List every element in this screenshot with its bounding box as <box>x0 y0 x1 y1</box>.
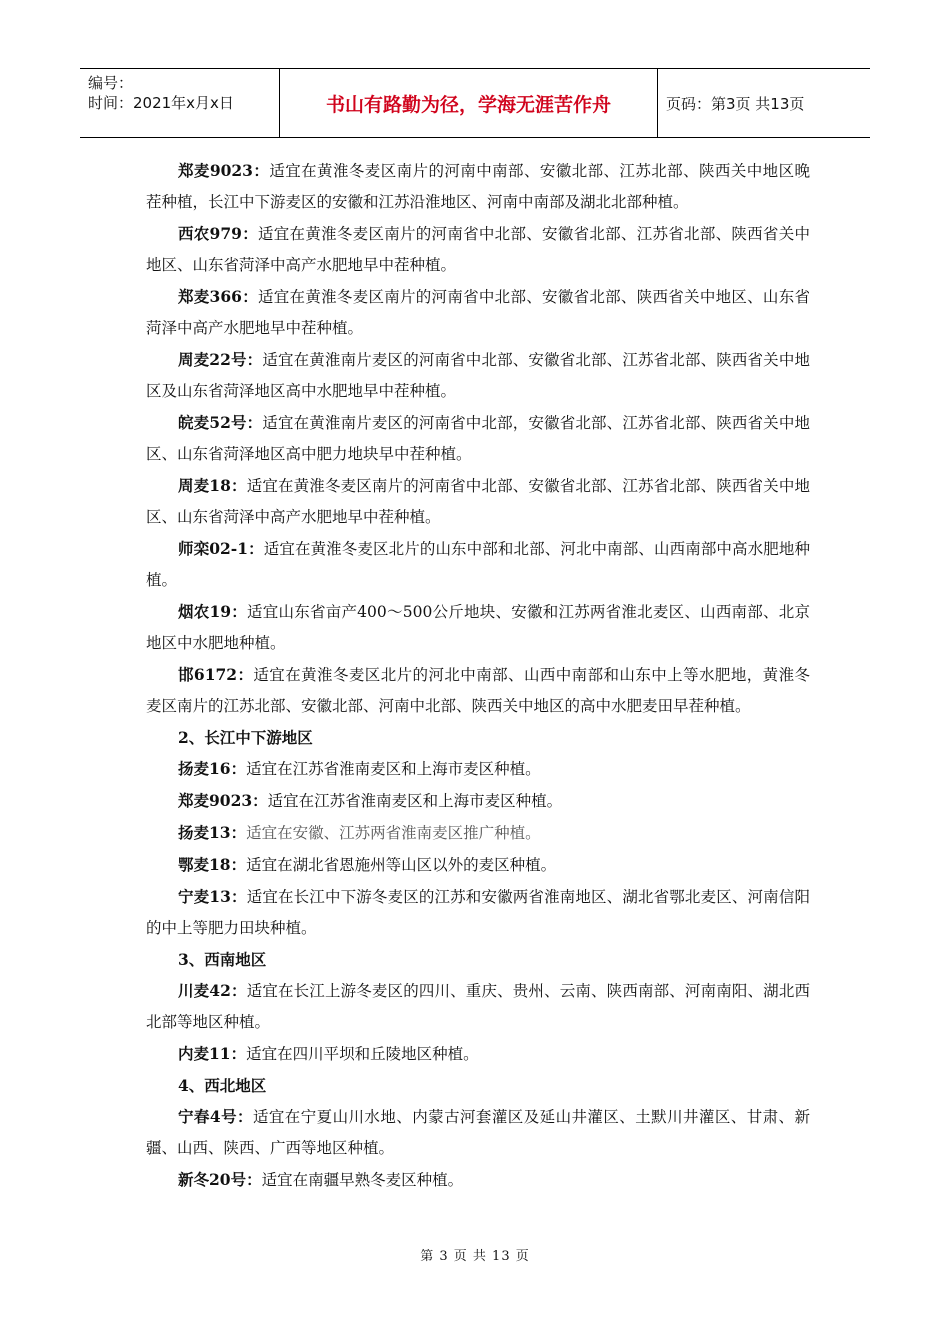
variety-description: 适宜在黄淮南片麦区的河南省中北部，安徽省北部、江苏省北部、陕西省关中地区、山东省菏泽地区高中肥力地块早中茬种植。 <box>146 414 810 463</box>
variety-name: 周麦22号： <box>178 350 263 369</box>
variety-description: 适宜在湖北省恩施州等山区以外的麦区种植。 <box>246 856 557 874</box>
variety-description: 适宜在南疆早熟冬麦区种植。 <box>261 1171 464 1189</box>
variety-entry <box>146 881 810 944</box>
section-heading: 4、西北地区 <box>178 1076 267 1095</box>
variety-description: 适宜在黄淮冬麦区南片的河南省中北部、安徽省北部、江苏省北部、陕西省关中地区、山东省菏泽中高产水肥地早中茬种植。 <box>146 225 810 274</box>
variety-entry <box>146 1164 810 1196</box>
page-header <box>80 68 870 138</box>
variety-entry <box>146 596 810 659</box>
section-heading: 3、西南地区 <box>178 950 267 969</box>
variety-name: 扬麦13： <box>178 823 247 842</box>
variety-description: 适宜在黄淮冬麦区南片的河南省中北部、安徽省北部、江苏省北部、陕西省关中地区、山东省菏泽中高产水肥地早中茬种植。 <box>146 477 810 526</box>
variety-name: 师栾02-1： <box>178 539 264 558</box>
variety-entry <box>146 155 810 218</box>
variety-name: 川麦42： <box>178 981 247 1000</box>
variety-entry <box>146 785 810 817</box>
variety-description: 适宜在黄淮冬麦区南片的河南省中北部、安徽省北部、陕西省关中地区、山东省菏泽中高产水肥地早中茬种植。 <box>146 288 810 337</box>
variety-name: 宁麦13： <box>178 887 247 906</box>
variety-name: 鄂麦18： <box>178 855 247 874</box>
variety-name: 郑麦9023： <box>178 791 268 810</box>
variety-name: 新冬20号： <box>178 1170 262 1189</box>
variety-description: 适宜在黄淮南片麦区的河南省中北部、安徽省北部、江苏省北部、陕西省关中地区及山东省菏泽地区高中水肥地早中茬种植。 <box>146 351 810 400</box>
variety-description: 适宜在四川平坝和丘陵地区种植。 <box>246 1045 479 1063</box>
variety-entry <box>146 218 810 281</box>
document-body <box>146 155 810 1196</box>
variety-name: 内麦11： <box>178 1044 247 1063</box>
variety-name: 郑麦366： <box>178 287 258 306</box>
variety-description: 适宜在黄淮冬麦区北片的山东中部和北部、河北中南部、山西南部中高水肥地种植。 <box>146 540 810 589</box>
variety-entry <box>146 659 810 722</box>
variety-description: 适宜在安徽、江苏两省淮南麦区推广种植。 <box>246 824 541 842</box>
variety-entry <box>146 1038 810 1070</box>
variety-entry <box>146 753 810 785</box>
page-footer: 第 3 页 共 13 页 <box>420 1249 530 1264</box>
variety-name: 烟农19： <box>178 602 248 621</box>
variety-entry <box>146 533 810 596</box>
section-heading: 2、长江中下游地区 <box>178 728 313 747</box>
variety-entry <box>146 281 810 344</box>
variety-name: 扬麦16： <box>178 759 247 778</box>
variety-entry <box>146 817 810 849</box>
variety-entry <box>146 470 810 533</box>
variety-description: 适宜在长江中下游冬麦区的江苏和安徽两省淮南地区、湖北省鄂北麦区、河南信阳的中上等肥力田块种植。 <box>146 888 810 937</box>
variety-description: 适宜在江苏省淮南麦区和上海市麦区种植。 <box>246 760 541 778</box>
variety-entry <box>146 407 810 470</box>
variety-name: 宁春4号： <box>178 1107 253 1126</box>
header-meta <box>80 69 280 137</box>
variety-description: 适宜在长江上游冬麦区的四川、重庆、贵州、云南、陕西南部、河南南阳、湖北西北部等地区种植。 <box>146 982 810 1031</box>
variety-description: 适宜在江苏省淮南麦区和上海市麦区种植。 <box>267 792 563 810</box>
variety-description: 适宜在宁夏山川水地、内蒙古河套灌区及延山井灌区、土默川井灌区、甘肃、新疆、山西、陕西、广西等地区种植。 <box>146 1108 810 1157</box>
variety-name: 皖麦52号： <box>178 413 263 432</box>
variety-description: 适宜在黄淮冬麦区南片的河南中南部、安徽北部、江苏北部、陕西关中地区晚茬种植，长江中下游麦区的安徽和江苏沿淮地区、河南中南部及湖北北部种植。 <box>146 162 811 211</box>
time-label: 时间：2021年x月x日 <box>88 94 234 112</box>
header-motto: 书山有路勤为径，学海无涯苦作舟 <box>280 69 658 137</box>
variety-name: 郑麦9023： <box>178 161 270 180</box>
variety-entry <box>146 849 810 881</box>
code-label: 编号： <box>88 74 134 92</box>
variety-name: 周麦18： <box>178 476 247 495</box>
variety-description: 适宜在黄淮冬麦区北片的河北中南部、山西中南部和山东中上等水肥地，黄淮冬麦区南片的江苏北部、安徽北部、河南中北部、陕西关中地区的高中水肥麦田早茬种植。 <box>146 666 810 715</box>
header-page-info: 页码：第3页 共13页 <box>666 94 805 113</box>
variety-name: 西农979： <box>178 224 258 243</box>
variety-entry <box>146 1101 810 1164</box>
variety-entry <box>146 975 810 1038</box>
variety-description: 适宜山东省亩产400～500公斤地块、安徽和江苏两省淮北麦区、山西南部、北京地区中水肥地种植。 <box>146 603 811 652</box>
variety-entry <box>146 344 810 407</box>
variety-name: 邯6172： <box>178 665 254 684</box>
